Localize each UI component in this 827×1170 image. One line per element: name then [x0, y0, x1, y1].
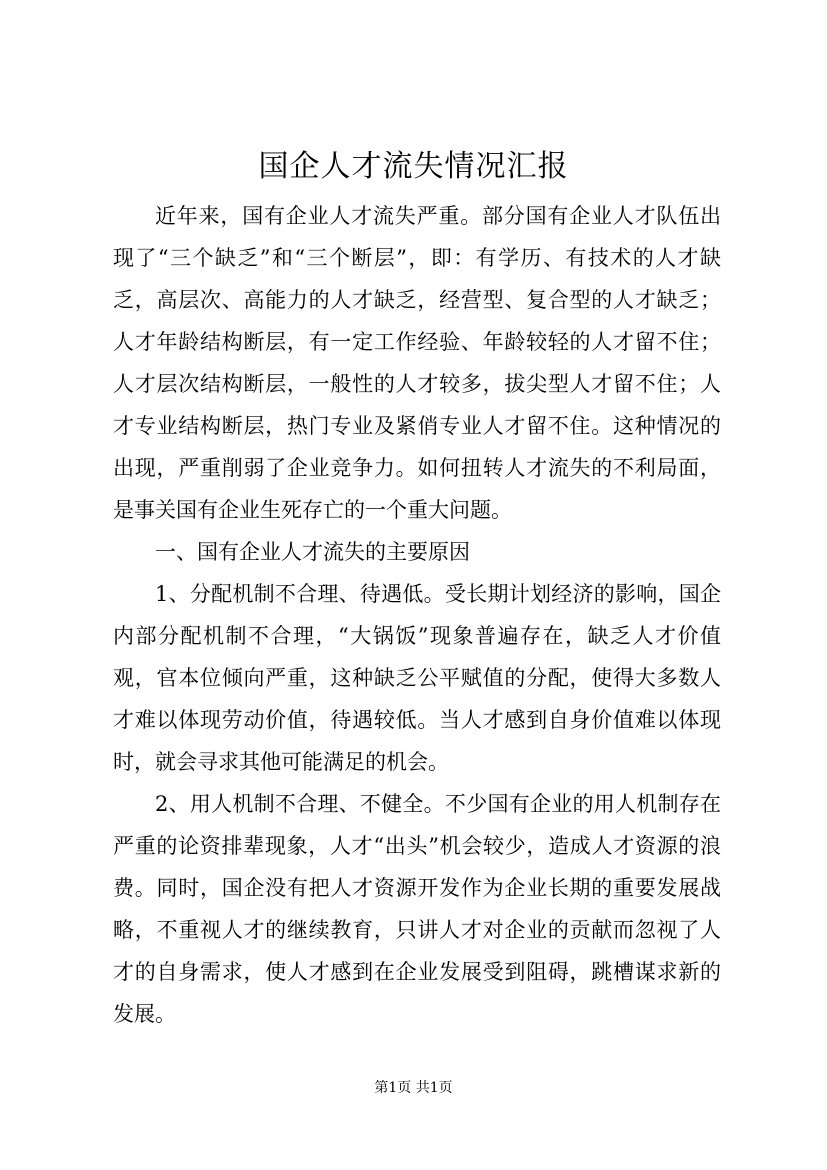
intro-paragraph: 近年来，国有企业人才流失严重。部分国有企业人才队伍出现了“三个缺乏”和“三个断层”，即：有学历、有技术的人才缺乏，高层次、高能力的人才缺乏，经营型、复合型的人才缺乏；人才年龄结构断层，有一定工作经验、年龄较轻的人才留不住；人才层次结构断层，一般性的人才较多，拔尖型人才留不住；人才专业结构断层，热门专业及紧俏专业人才留不住。这种情况的出现，严重削弱了企业竞争力。如何扭转人才流失的不利局面，是事关国有企业生死存亡的一个重大问题。	[113, 204, 721, 522]
document-title: 国企人才流失情况汇报	[258, 149, 569, 184]
section-heading: 一、国有企业人才流失的主要原因	[155, 540, 470, 564]
page-footer: 第1页 共1页	[374, 1080, 453, 1096]
reason-paragraph-1: 1、分配机制不合理、待遇低。受长期计划经济的影响，国企内部分配机制不合理，“大锅饭”现象普遍存在，缺乏人才价值观，官本位倾向严重，这种缺乏公平赋值的分配，使得大多数人才难以体现劳动价值，待遇较低。当人才感到自身价值难以体现时，就会寻求其他可能满足的机会。	[113, 582, 721, 774]
reason-paragraph-2: 2、用人机制不合理、不健全。不少国有企业的用人机制存在严重的论资排辈现象，人才“出头”机会较少，造成人才资源的浪费。同时，国企没有把人才资源开发作为企业长期的重要发展战略，不重视人才的继续教育，只讲人才对企业的贡献而忽视了人才的自身需求，使人才感到在企业发展受到阻碍，跳槽谋求新的发展。	[113, 792, 721, 1026]
